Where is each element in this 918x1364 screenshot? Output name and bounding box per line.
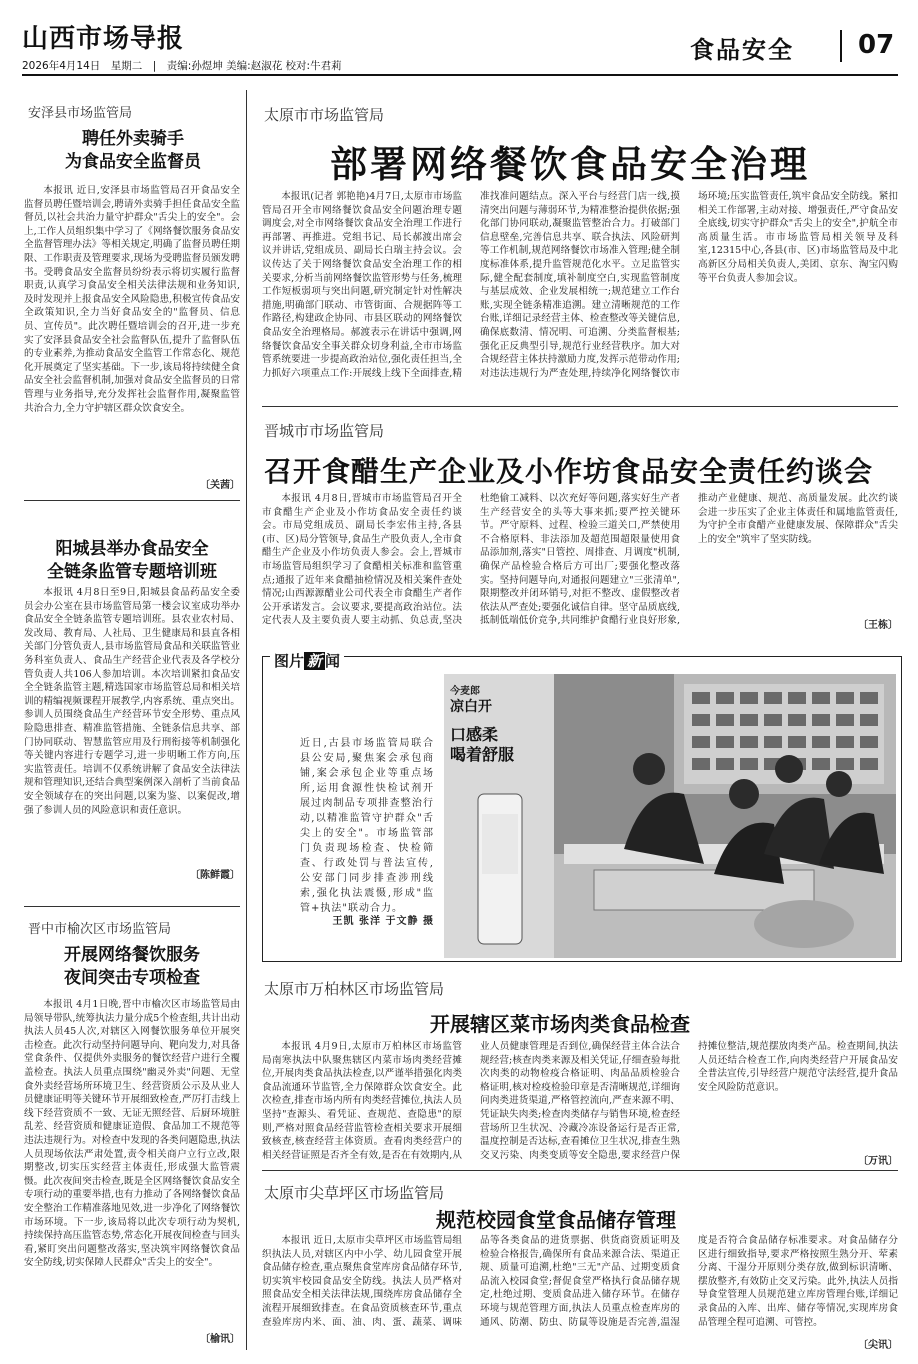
- article-body: 本报讯 4月8日至9日,阳城县食品药品安全委员会办公室在县市场监管局第一楼会议室成功举办食品安全全链条监管专题培训班。县农业农村局、发改局、教育局、人社局、卫生健康局和县直各相关部门分管负责人,县市场监管局食品和关联监管业务科室负责人、食品生产经营企业代表及各学校分管负责人共106人参加培训。本次培训紧扣食品安全全链条监管主题,精选国家市场监管总局和相关培训的精编视频课程开展教学,内容系统、重点突出。参训人员围绕食品生产经营环节安全形势、重点风险隐患排查、精准监管措施、全链条信息共享、部门协同联动、智慧监管应用及行刑衔接等机制强化等关键内容进行专题学习,进一步明晰工作方向,压实监管责任。培训不仅系统讲解了食品安全法律法规和管理知识,还结合典型案例深入剖析了当前食品安全领域存在的突出问题,以案为鉴、以案促改,增强了参训人员的风险意识和责任意识。: [24, 587, 240, 816]
- article-title-line2: 夜间突击专项检查: [64, 968, 200, 988]
- article-headline: 规范校园食堂食品储存管理: [436, 1208, 676, 1232]
- article-title-line2: 全链条监管专题培训班: [47, 562, 217, 582]
- masthead-rule: [22, 74, 898, 76]
- date-editor-line: 2026年4月14日 星期二 | 责编:孙煜坤 美编:赵淑花 校对:牛君莉: [22, 60, 342, 72]
- article-signature: 〔王栋〕: [858, 620, 898, 631]
- article-signature: 〔万讯〕: [858, 1156, 898, 1167]
- article-signature: 〔关茜〕: [200, 480, 240, 491]
- article-kicker: 太原市尖草坪区市场监管局: [264, 1184, 445, 1202]
- photo-credit: 王凯 张洋 于文静 摄: [332, 916, 434, 927]
- tag-pic-text: 图片: [274, 652, 305, 670]
- article-body: 本报讯 近日,太原市尖草坪区市场监管局组织执法人员,对辖区内中小学、幼儿园食堂开展食品储存检查,重点聚焦食堂库房食品储存环节,切实筑牢校园食品安全防线。执法人员严格对照食品安全相关法律法规,围绕库房食品储存全流程开展细致排查。在食品资质核查环节,重点查验库房内米、面、油、肉、蛋、蔬菜、调味品等各类食品的进货票据、供货商资质证明及检验合格报告,确保所有食品来源合法、渠道正规、质量可追溯,杜绝"三无"产品、过期变质食品流入校园食堂;督促食堂严格执行食品储存规定,杜绝过期、变质食品进入储存环节。在储存环境与规范管理方面,执法人员重点检查库房的通风、防潮、防虫、防鼠等设施是否完善,温湿度是否符合食品储存标准要求。对食品储存分区进行细致指导,要求严格按照生熟分开、荤素分离、干湿分开原则分类存放,做到标识清晰、摆放整齐,有效防止交叉污染。此外,执法人员指导食堂管理人员规范建立库房管理台账,详细记录食品的入库、出库、储存等情况,实现库房食品管理全程可追溯、可管控。: [262, 1235, 898, 1328]
- newspaper-logo: 山西市场导报: [22, 24, 185, 54]
- section-divider: [840, 30, 842, 62]
- article-signature: 〔榆讯〕: [200, 1334, 240, 1345]
- article-kicker: 晋中市榆次区市场监管局: [28, 922, 172, 937]
- article-separator: [262, 1170, 898, 1171]
- poster-brand: 今麦郎: [450, 686, 480, 697]
- photo-caption: 近日,古县市场监管局联合县公安局,聚焦案会承包商铺,案会承包企业等重点场所,运用食源性快检试剂开展过肉制品专项排查整治行动,以精准监管守护群众"舌尖上的安全"。市场监管部门负责现场检查、快检筛查、行政处罚与普法宣传,公安部门同步排查涉刑线索,强化执法震慑,形成"监管+执法"联动合力。: [300, 738, 434, 914]
- article-headline: 开展辖区菜市场肉类食品检查: [430, 1012, 690, 1036]
- section-title: 食品安全: [690, 36, 794, 64]
- article-title-line1: 开展网络餐饮服务: [64, 945, 200, 965]
- article-title-line1: 阳城县举办食品安全: [55, 539, 209, 559]
- poster-slogan-1: 口感柔: [450, 725, 499, 744]
- inspection-photo-svg: [444, 674, 896, 958]
- article-kicker: 太原市万柏林区市场监管局: [264, 980, 445, 998]
- article-separator: [262, 406, 898, 407]
- article-signature: 〔尖讯〕: [858, 1340, 898, 1351]
- article-headline: 部署网络餐饮食品安全治理: [330, 142, 810, 186]
- poster-slogan-2: 喝着舒服: [450, 745, 515, 764]
- article-separator: [24, 500, 240, 501]
- article-body: 本报讯 4月8日,晋城市市场监管局召开全市食醋生产企业及小作坊食品安全责任约谈会。市局党组成员、副局长李宏伟主持,各县(市、区)局分管领导,食品生产股负责人,全市食醋生产企业及小作坊负责人参会。会上,晋城市市场监管局组织学习了食醋相关标准和监管重点;通报了近年来食醋抽检情况及相关案件查处情况;山西源源醋业公司代表全市食醋生产者作公开承诺发言。会议要求,要提高政治站位。法定代表人及主要负责人要主动抓、负总责,坚决杜绝偷工减料、以次充好等问题,落实好生产者生产经营安全的头等大事来抓;要严控关键环节。严守原料、过程、检验三道关口,严禁使用不合格原料、非法添加及超范围超限量使用食品添加剂,落实"日管控、周排查、月调度"机制,确保产品检验合格后方可出厂;要强化整改落实。坚持问题导向,对通报问题建立"三张清单",限期整改并闭环销号,对拒不整改、虚假整改者依法从严查处;要强化诚信自律。坚守品质底线,抵制低端低价竞争,共同维护食醋行业良好形象,推动产业健康、规范、高质量发展。此次约谈会进一步压实了企业主体责任和属地监管责任,为守护全市食醋产业健康发展、保障群众"舌尖上的安全"筑牢了坚实防线。: [262, 493, 898, 627]
- article-signature: 〔陈鲜霞〕: [190, 870, 240, 881]
- column-divider: [246, 90, 247, 1350]
- article-kicker: 太原市市场监管局: [264, 106, 385, 124]
- article-body: 本报讯 4月9日,太原市万柏林区市场监管局南寒执法中队聚焦辖区内菜市场肉类经营摊位,开展肉类食品执法检查,以严谨举措强化肉类食品流通环节监管,全力保障群众饮食安全。此次检查,排查市场内所有肉类经营摊位,执法人员坚持"查源头、看凭证、查规范、查隐患"的原则,严格对照食品经营监管检查相关要求开展细致核查,核查经营主体资质。查看肉类经营户的相关经营证照是否齐全有效,是否在有效期内,从业人员健康管理是否到位,确保经营主体合法合规经营;核查肉类来源及相关凭证,仔细查验每批次肉类的动物检疫合格证明、肉品品质检验合格证明,核对检疫检验印章是否清晰规范,详细询问肉类进货渠道,严格管控流向,严查来源不明、凭证缺失肉类;检查肉类储存与销售环境,检查经营场所卫生状况、冷藏冷冻设备运行是否正常,温度控制是否达标,查看摊位卫生状况,排查生熟交叉污染、肉类变质等安全隐患,要求经营户保持摊位整洁,规范摆放肉类产品。检查期间,执法人员还结合检查工作,向肉类经营户开展食品安全普法宣传,引导经营户规范守法经营,提升食品安全风险防范意识。: [262, 1041, 898, 1161]
- tag-wen-text: 闻: [325, 652, 341, 670]
- article-body: 本报讯(记者 郭艳艳)4月7日,太原市市场监管局召开全市网络餐饮食品安全问题治理专题调度会,对全市网络餐饮食品安全治理工作进行再部署、再推进。党组书记、局长郝渡出席会议并讲话,党组成员、副局长白瑞主持会议。会议传达了关于网络餐饮食品安全治理工作的相关要求,分析当前网络餐饮监管形势与任务,梳理工作短板弱项与突出问题,研究制定针对性解决措施,明确部门联动、市管街面、合规据阵等工作路径,构建政企协同、市县区联动的网络餐饮食品安全治理格局。郝渡表示在讲话中强调,网络餐饮食品安全事关群众切身利益,全市市场监管系统要进一步提高政治站位,强化责任担当,全力抓好六项重点工作:开展线上线下全面排查,精准找准问题结点。深入平台与经营门店一线,摸清突出问题与薄弱环节,为精准整治提供依据;强化部门协同联动,凝聚监管整治合力。打破部门信息壁垒,完善信息共享、联合执法、风险研判等工作机制,规范网络餐饮市场准入管理;健全制度标准体系,提升监管规范化水平。立足监管实际,健全配套制度,填补制度空白,实现监管制度与基层成效、企业发展相统一;规范建立工作台账,实现全链条精准追溯。建立清晰规范的工作台账,详细记录经营主体、检查整改等关键信息,确保底数清、情况明、可追溯、分类监督根基;强化正反典型引导,规范行业经营秩序。加大对合规经营主体扶持激励力度,发挥示范带动作用;对违法违规行为严查处理,持续净化网络餐饮市场环境;压实监管责任,筑牢食品安全防线。紧扣相关工作部署,主动对接、增强责任,严守食品安全底线,切实守护群众"舌尖上的安全",护航全市高质量生活。市市场监管局相关领导及科室,12315中心,各县(市、区)市场监管局及中北高新区分局相关负责人,美团、京东、淘宝闪购等平台负责人参加会议。: [262, 191, 898, 379]
- article-separator: [24, 906, 240, 907]
- article-body: 本报讯 近日,安泽县市场监管局召开食品安全监督员聘任暨培训会,聘请外卖骑手担任食品安全监督员,以社会共治力量守护群众"舌尖上的安全"。会上,工作人员组织集中学习了《网络餐饮服务食品安全监督管理办法》等相关规定,明确了监督员聘任期限、工作职责及管理要求,现场为受聘监督员颁发聘书。受聘食品安全监督员纷纷表示将切实履行监督职责,认真学习食品安全相关法律法规和业务知识,及时发现并上报食品安全风险隐患,积极宣传食品安全政策知识,全力当好食品安全的"监督员、信息员、宣传员"。此次聘任暨培训会的召开,进一步充实了安泽县食品安全社会监督队伍,提升了监督队伍的专业素养,为推动食品安全监管工作常态化、规范化开展奠定了坚实基础。下一步,该局将持续健全食品安全社会监督机制,加强对食品安全监督员的日常管理与业务指导,充分发挥社会监督作用,凝聚监管共治合力,全力守护辖区群众饮食安全。: [24, 185, 240, 414]
- page-number: 07: [858, 30, 895, 60]
- photo-news-tag: [270, 650, 344, 671]
- tag-new-text: 新: [304, 652, 325, 670]
- article-kicker: 安泽县市场监管局: [28, 106, 133, 121]
- article-title-line1: 聘任外卖骑手: [82, 129, 184, 149]
- article-kicker: 晋城市市场监管局: [264, 422, 385, 440]
- poster-product: 凉白开: [450, 699, 492, 715]
- article-headline: 召开食醋生产企业及小作坊食品安全责任约谈会: [264, 455, 874, 488]
- article-body: 本报讯 4月1日晚,晋中市榆次区市场监管局由局领导带队,统筹执法力量分成5个检查组,共计出动执法人员45人次,对辖区入网餐饮服务单位开展突击检查。此次行动坚持问题导向、靶向发力,对具备堂食条件、仅提供外卖服务的餐饮经营户进行全覆盖检查。执法人员重点围绕"幽灵外卖"问题、无堂食外卖经营场所环境卫生、经营资质公示及从业人员健康证明等关键环节开展细致检查,严厉打击线上线下经营资质不一致、无证无照经营、后厨环境脏乱差、经营资质和健康证造假、食品加工不规范等违法违规行为。对检查中发现的各类问题隐患,执法人员现场依法严肃处置,责令相关商户立行立改,限期整改,切实压实经营主体责任,形成强大监管震慑。此次夜间突击检查,既是全区网络餐饮食品安全专项行动的重要举措,也有力推动了各网络餐饮食品安全整治工作精准落地见效,进一步净化了网络餐饮市场环境。下一步,该局将以此次专项行动为契机,持续保持高压监管态势,常态化开展夜间检查与回头看,紧盯突出问题整改落实,坚决筑牢网络餐饮食品安全防线,切实保障人民群众"舌尖上的安全"。: [24, 999, 240, 1269]
- inspection-photo: [444, 674, 896, 958]
- article-title-line2: 为食品安全监督员: [65, 152, 201, 172]
